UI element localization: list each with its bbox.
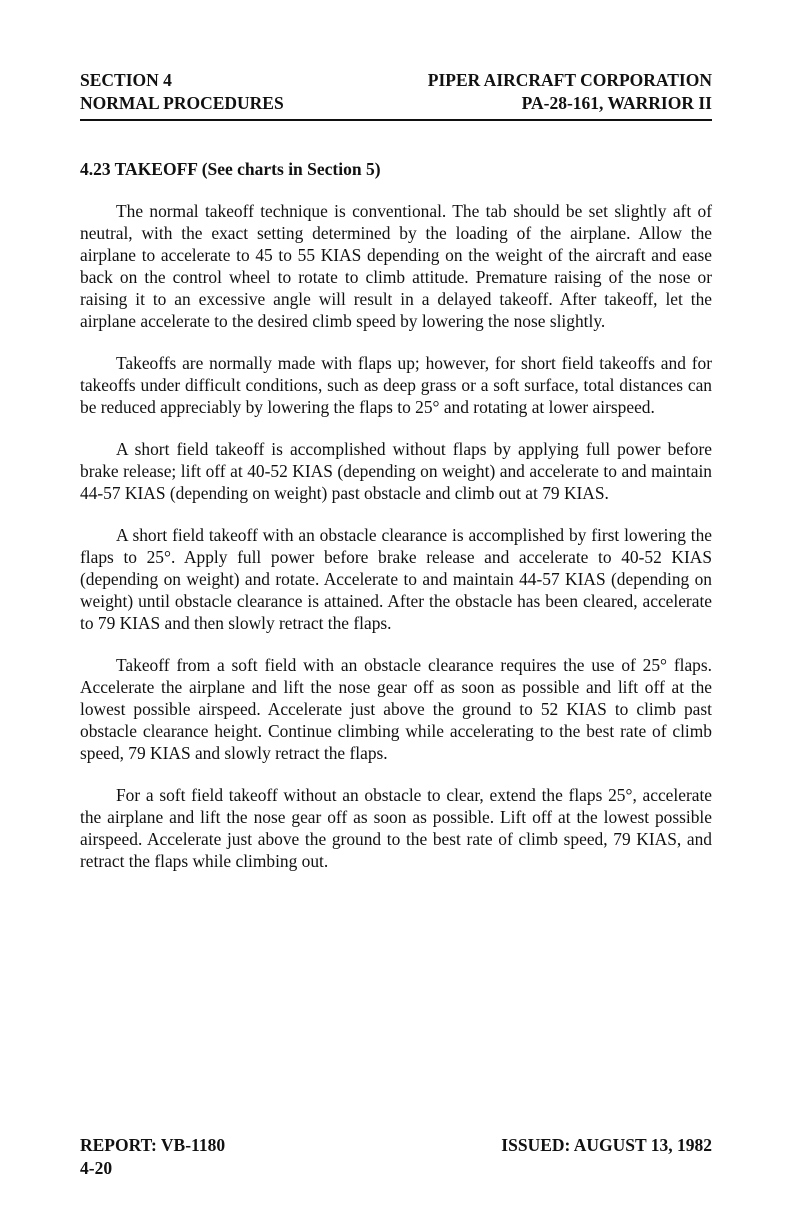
report-number: REPORT: VB-1180 xyxy=(80,1135,226,1155)
header-chapter: NORMAL PROCEDURES xyxy=(80,93,284,113)
paragraph: Takeoffs are normally made with flaps up; however, for short field takeoffs and for takeoffs under difficult conditions, such as deep grass or a soft surface, total distances can be reduced appreciably by lowering the flaps to 25° and rotating at lower airspeed. xyxy=(80,353,712,417)
header-model: PA-28-161, WARRIOR II xyxy=(521,93,712,113)
paragraph: The normal takeoff technique is conventional. The tab should be set slightly aft of neutral, with the exact setting determined by the loading of the airplane. Allow the airplane to accelerate to 45 to 55 KIAS depending on the weight of the aircraft and ease back on the control wheel to rotate to climb attitude. Premature raising of the nose or raising it to an excessive angle will result in a delayed takeoff. After takeoff, let the airplane accelerate to the desired climb speed by lowering the nose slightly. xyxy=(80,201,712,331)
header-company: PIPER AIRCRAFT CORPORATION xyxy=(427,70,712,90)
header-rule xyxy=(80,119,712,121)
paragraph: A short field takeoff with an obstacle clearance is accomplished by first lowering the flaps to 25°. Apply full power before brake release and accelerate to 40-52 KIAS (depending on weight) and rotate. Accelerate to and maintain 44-57 KIAS (depending on weight) until obstacle clearance is attained. After the obstacle has been cleared, accelerate to 79 KIAS and then slowly retract the flaps. xyxy=(80,525,712,633)
paragraph: Takeoff from a soft field with an obstacle clearance requires the use of 25° flaps. Accelerate the airplane and lift the nose gear off as soon as possible and lift off at the lowest possible airspeed. Accelerate just above the ground to 52 KIAS to climb past obstacle clearance height. Continue climbing while accelerating to the best rate of climb speed, 79 KIAS and slowly retract the flaps. xyxy=(80,655,712,763)
paragraph: A short field takeoff is accomplished without flaps by applying full power before brake release; lift off at 40-52 KIAS (depending on weight) and accelerate to and maintain 44-57 KIAS (depending on weight) past obstacle and climb out at 79 KIAS. xyxy=(80,439,712,503)
body-text xyxy=(80,200,712,892)
header-section: SECTION 4 xyxy=(80,70,172,90)
paragraph: For a soft field takeoff without an obstacle to clear, extend the flaps 25°, accelerate the airplane and lift the nose gear off as soon as possible. Lift off at the lowest possible airspeed. Accelerate just above the ground to the best rate of climb speed, 79 KIAS, and retract the flaps while climbing out. xyxy=(80,785,712,871)
page-header xyxy=(80,69,712,115)
page-number: 4-20 xyxy=(80,1158,113,1178)
issued-date: ISSUED: AUGUST 13, 1982 xyxy=(501,1135,712,1155)
section-title: 4.23 TAKEOFF (See charts in Section 5) xyxy=(80,159,381,179)
page-footer xyxy=(80,1134,712,1180)
